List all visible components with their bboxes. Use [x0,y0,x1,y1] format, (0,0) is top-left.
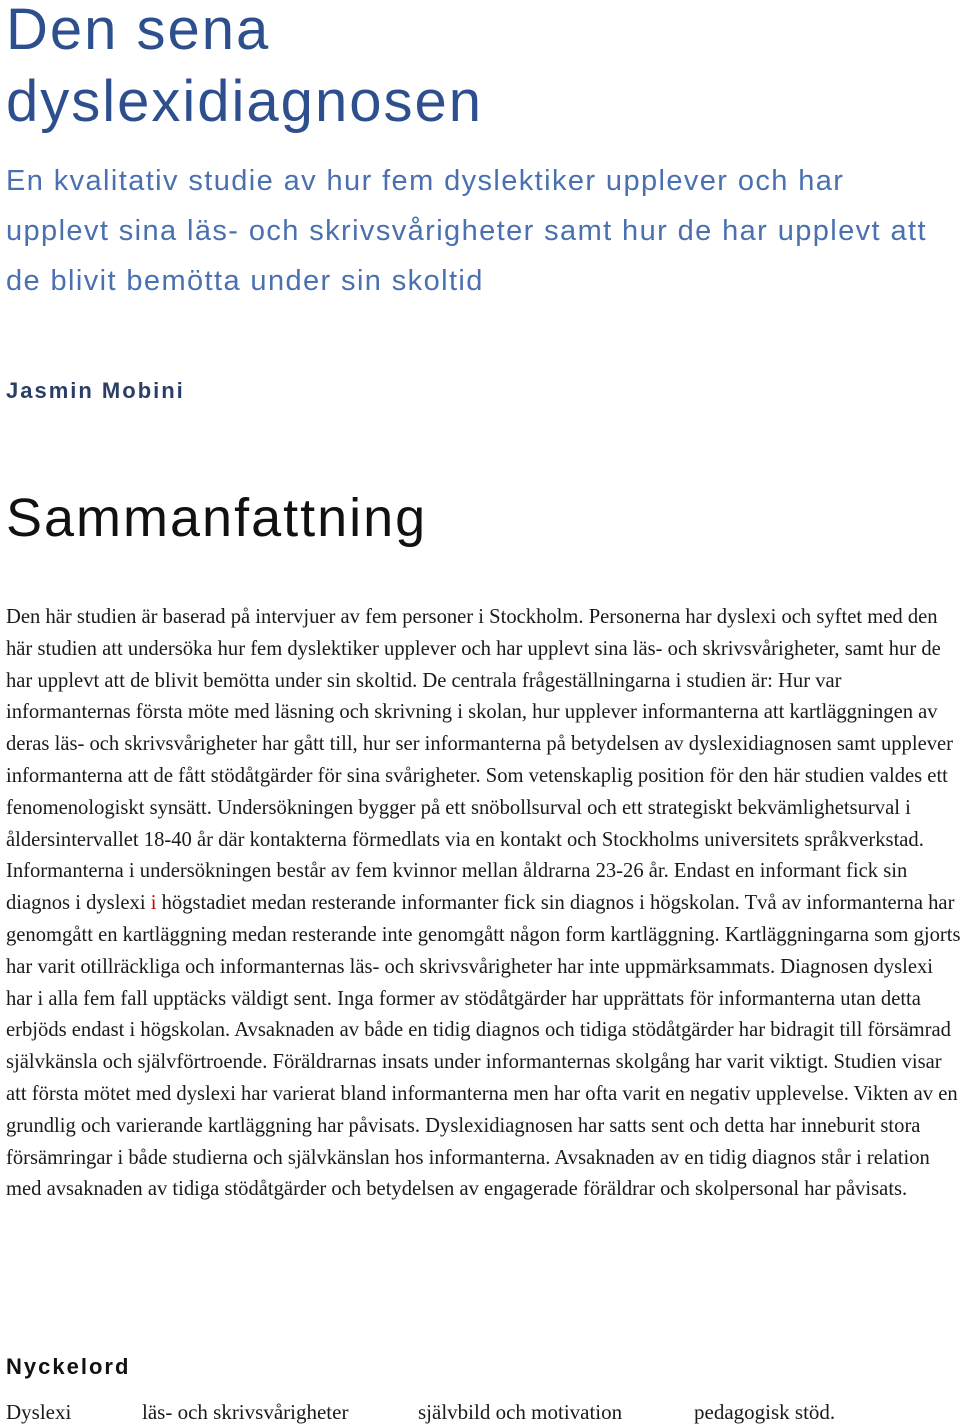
keyword-item: läs- och skrivsvårigheter [142,1400,349,1424]
keywords-list [6,1396,956,1428]
keyword-item: Dyslexi [6,1400,72,1424]
title-line-1: Den sena [6,0,271,62]
document-title [6,0,483,138]
author-name: Jasmin Mobini [6,378,185,403]
title-line-2: dyslexidiagnosen [6,69,483,134]
summary-text-part-2: högstadiet medan resterande informanter fick sin diagnos i högskolan. Två av informanterna har genomgått en kartläggning medan resterande inte genomgått någon form kartläggning. Kartläggningarna som gjorts har varit otillräckliga och informanternas läs- och skrivsvårigheter har inte uppmärksammats. Diagnosen dyslexi har i alla fem fall upptäcks väldigt sent. Inga former av stödåtgärder har upprättats för informanterna utan detta erbjöds endast i högskolan. Avsaknaden av både en tidig diagnos och tidiga stödåtgärder har bidragit till försämrad självkänsla och självförtroende. Föräldrarnas insats under informanternas skolgång har varit viktigt. Studien visar att första mötet med dyslexi har varierat bland informanterna men har ofta varit en negativ upplevelse. Vikten av en grundlig och varierande kartläggning har påvisats. Dyslexidiagnosen har satts sent och detta har inneburit stora försämringar i både studierna och självkänslan hos informanterna. Avsaknaden av en tidig diagnos står i relation med avsaknaden av tidiga stödåtgärder och betydelsen av engagerade föräldrar och skolpersonal har påvisats. [6,892,960,1201]
document-subtitle: En kvalitativ studie av hur fem dyslektiker upplever och har upplevt sina läs- och skrivsvårigheter samt hur de har upplevt att de blivit bemötta under sin skoltid [6,165,927,297]
keywords-heading: Nyckelord [6,1354,131,1379]
keyword-item: självbild och motivation [418,1400,623,1424]
summary-text-part-1: Den här studien är baserad på intervjuer av fem personer i Stockholm. Personerna har dyslexi och syftet med den här studien att undersöka hur fem dyslektiker upplever och har upplevt sina läs- och skrivsvårigheter, samt hur de har upplevt att de blivit bemötta under sin skoltid. De centrala frågeställningarna i studien är: Hur var informanternas första möte med läsning och skrivning i skolan, hur upplever informanterna att kartläggningen av deras läs- och skrivsvårigheter har gått till, hur ser informanterna på betydelsen av dyslexidiagnosen samt upplever informanterna att de fått stödåtgärder för sina svårigheter. Som vetenskaplig position för den här studien valdes ett fenomenologiskt synsätt. Undersökningen bygger på ett snöbollsurval och ett strategiskt bekvämlighetsurval i åldersintervallet 18-40 år där kontakterna förmedlats via en kontakt och Stockholms universitets språkverkstad. Informanterna i undersökningen består av fem kvinnor mellan åldrarna 23-26 år. Endast en informant fick sin diagnos i dyslexi [6,606,954,915]
summary-text-highlight: i [150,892,157,915]
summary-heading: Sammanfattning [6,488,428,548]
summary-text [6,602,960,1206]
keyword-item: pedagogisk stöd. [694,1400,836,1424]
